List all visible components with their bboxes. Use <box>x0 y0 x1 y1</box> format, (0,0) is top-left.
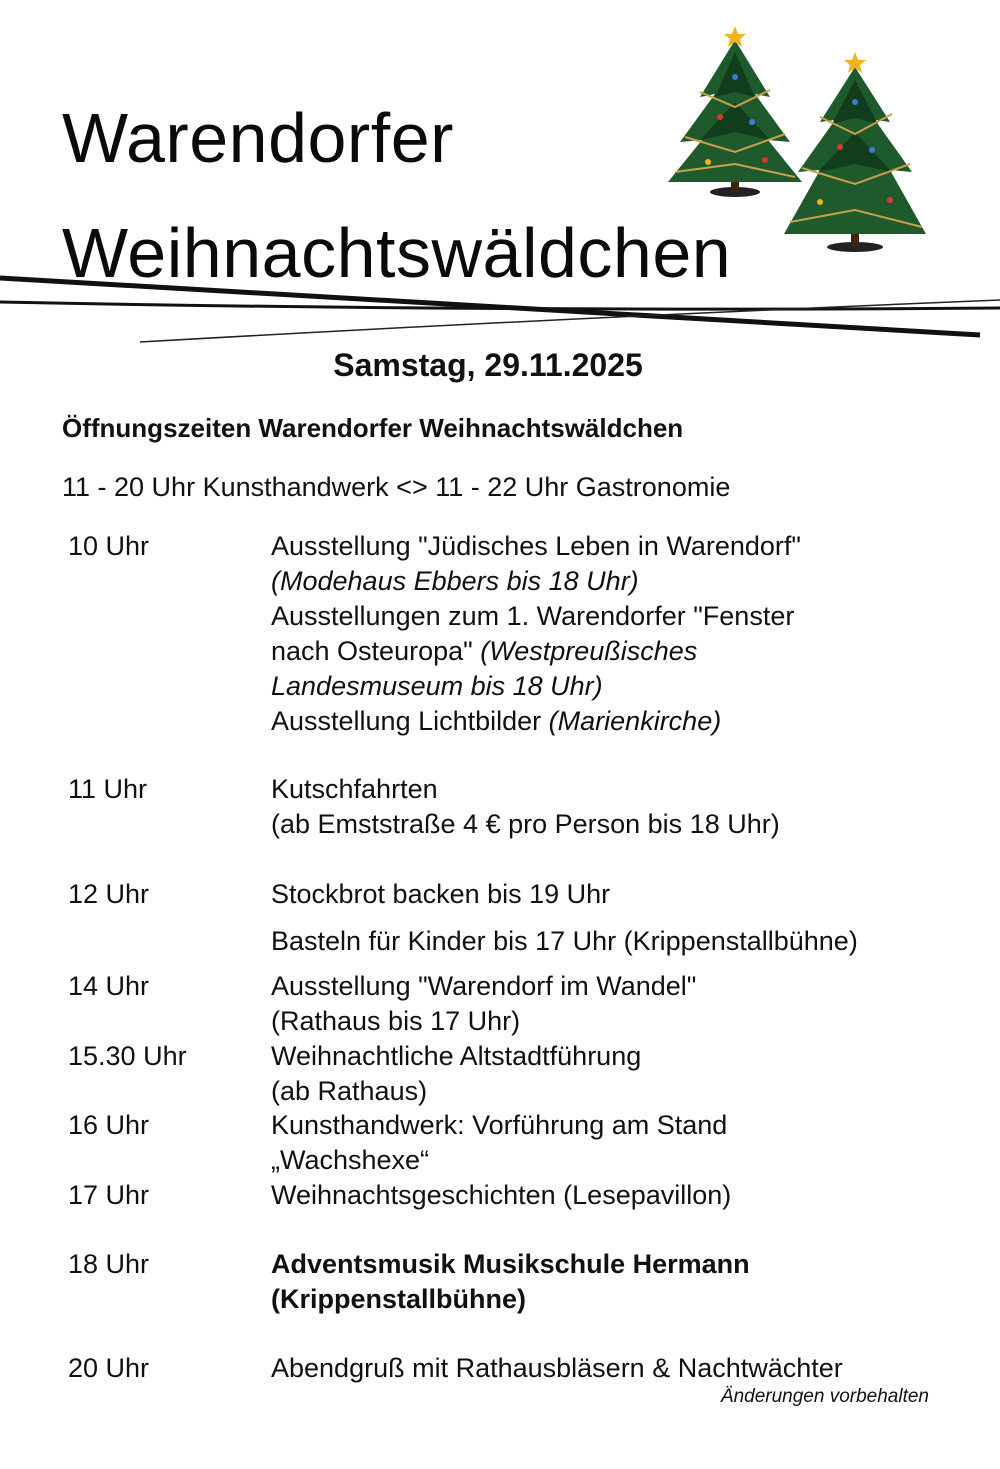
schedule-line: (Krippenstallbühne) <box>271 1284 526 1314</box>
christmas-trees <box>660 22 950 262</box>
schedule-line: Ausstellung "Jüdisches Leben in Warendorf" <box>271 531 801 561</box>
decorative-lines <box>0 260 1000 350</box>
schedule-line: Landesmuseum bis 18 Uhr) <box>271 671 603 701</box>
schedule-time: 16 Uhr <box>68 1110 150 1140</box>
event-date: Samstag, 29.11.2025 <box>333 347 643 383</box>
schedule-time: 10 Uhr <box>68 531 150 561</box>
schedule-line <box>271 704 801 739</box>
footnote: Änderungen vorbehalten <box>720 1386 929 1407</box>
schedule-entry <box>271 969 696 1039</box>
schedule-line <box>271 634 801 669</box>
schedule-entry <box>271 1108 727 1178</box>
schedule-line: (Modehaus Ebbers bis 18 Uhr) <box>271 566 639 596</box>
schedule-line: Ausstellungen zum 1. Warendorfer "Fenster <box>271 601 795 631</box>
schedule-line-venue: (Westpreußisches <box>480 636 698 666</box>
opening-hours-text: 11 - 20 Uhr Kunsthandwerk <> 11 - 22 Uhr Gastronomie <box>62 472 731 502</box>
schedule-line: Abendgruß mit Rathausbläsern & Nachtwächter <box>271 1353 843 1383</box>
schedule-line-venue: (Marienkirche) <box>548 706 722 736</box>
schedule-line: Weihnachtsgeschichten (Lesepavillon) <box>271 1180 732 1210</box>
schedule-time: 15.30 Uhr <box>68 1041 187 1071</box>
title-line-2: Weihnachtswäldchen <box>62 214 732 292</box>
schedule-line: (Rathaus bis 17 Uhr) <box>271 1006 521 1036</box>
schedule-time: 17 Uhr <box>68 1180 150 1210</box>
title-line-1: Warendorfer <box>62 99 454 177</box>
schedule-time: 20 Uhr <box>68 1353 150 1383</box>
schedule-line: Adventsmusik Musikschule Hermann <box>271 1249 750 1279</box>
schedule-entry <box>271 1247 750 1317</box>
schedule-entry <box>271 1178 731 1213</box>
christmas-tree-icon <box>784 52 926 252</box>
schedule-line: Basteln für Kinder bis 17 Uhr (Krippenstallbühne) <box>271 926 858 956</box>
schedule-time: 14 Uhr <box>68 971 150 1001</box>
schedule-line: „Wachshexe“ <box>271 1145 430 1175</box>
schedule-line: Stockbrot backen bis 19 Uhr <box>271 879 611 909</box>
schedule-line: Kutschfahrten <box>271 774 438 804</box>
schedule-time: 12 Uhr <box>68 879 150 909</box>
schedule-line: (ab Rathaus) <box>271 1076 428 1106</box>
schedule-entry <box>271 529 801 739</box>
opening-hours-heading: Öffnungszeiten Warendorfer Weihnachtswäldchen <box>62 413 684 443</box>
christmas-tree-icon <box>668 26 802 197</box>
schedule-line: (ab Emststraße 4 € pro Person bis 18 Uhr) <box>271 809 780 839</box>
schedule-line: Weihnachtliche Altstadtführung <box>271 1041 642 1071</box>
schedule-entry <box>271 1351 843 1386</box>
schedule-entry <box>271 877 858 959</box>
schedule-line-text: nach Osteuropa" <box>271 636 481 666</box>
schedule-line-text: Ausstellung Lichtbilder <box>271 706 549 736</box>
schedule-entry <box>271 1039 641 1109</box>
schedule-time: 11 Uhr <box>68 774 148 804</box>
schedule-line: Kunsthandwerk: Vorführung am Stand <box>271 1110 728 1140</box>
schedule-time: 18 Uhr <box>68 1249 150 1279</box>
schedule-line: Ausstellung "Warendorf im Wandel" <box>271 971 697 1001</box>
schedule-entry <box>271 772 780 842</box>
